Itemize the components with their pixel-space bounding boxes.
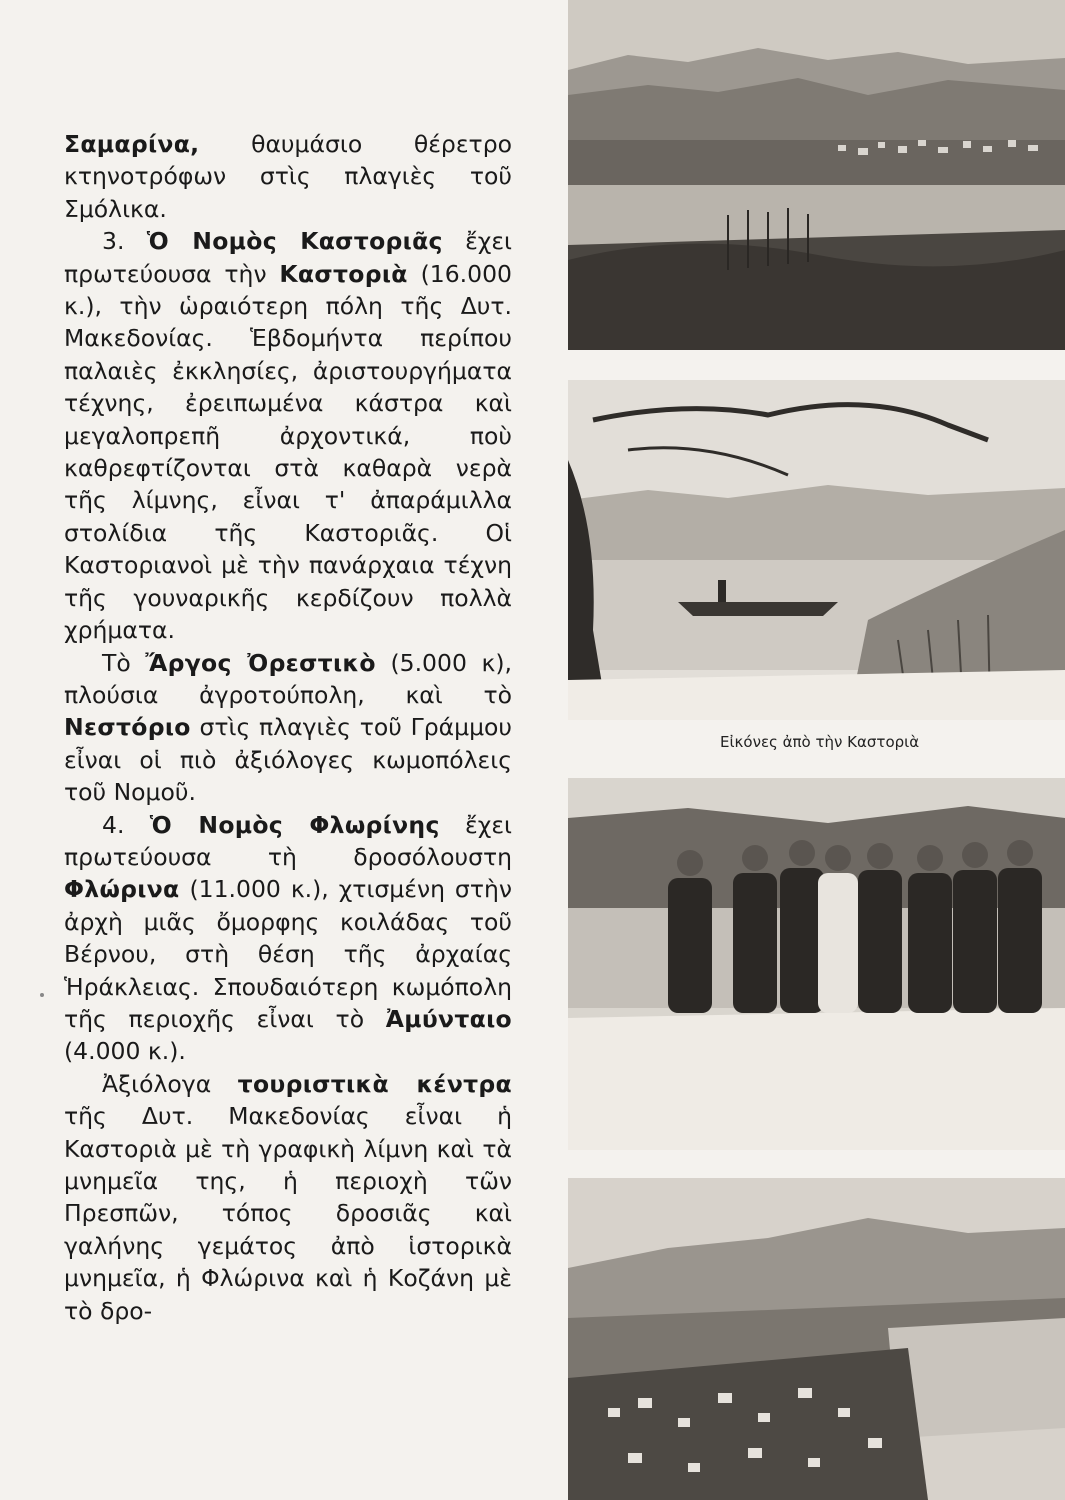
bold-term: Φλώρινα — [64, 875, 180, 904]
bold-term: Νεστόριο — [64, 713, 191, 742]
print-speck — [40, 993, 44, 997]
text-run: ἔχει πρωτεύουσα τὴν — [64, 227, 512, 288]
paragraph — [64, 128, 512, 225]
text-run: (5.000 κ), πλούσια ἀγροτούπολη, καὶ τὸ — [64, 648, 512, 709]
text-run: στὶς πλαγιὲς τοῦ Γράμμου εἶναι οἱ πιὸ ἀξιόλογες κωμοπόλεις τοῦ Νομοῦ. — [64, 713, 512, 807]
paragraph — [64, 225, 512, 646]
text-run: 3. — [102, 227, 147, 256]
bold-term: Ἄργος Ὀρεστικὸ — [145, 648, 376, 677]
bold-term: Ὁ Νομὸς Καστοριᾶς — [146, 227, 443, 256]
text-run: Τὸ — [102, 648, 146, 677]
paragraph — [64, 1068, 512, 1327]
photo-caption: Εἰκόνες ἀπὸ τὴν Καστοριὰ — [720, 733, 920, 751]
text-run: (4.000 κ.). — [64, 1037, 186, 1066]
bold-term: Καστοριὰ — [279, 259, 408, 288]
bold-term: Ἀμύνταιο — [385, 1004, 512, 1033]
paragraph — [64, 647, 512, 809]
text-run: 4. — [102, 810, 150, 839]
bold-term: Ὁ Νομὸς Φλωρίνης — [149, 810, 440, 839]
body-text-column — [64, 128, 512, 1327]
text-run: θαυμάσιο θέρετρο κτηνοτρόφων στὶς πλαγιὲς τοῦ Σμόλικα. — [64, 130, 512, 223]
text-run: ἔχει πρωτεύουσα τὴ δροσόλουστη — [64, 810, 512, 871]
text-run: τῆς Δυτ. Μακεδονίας εἶναι ἡ Καστοριὰ μὲ τὴ γραφικὴ λίμνη καὶ τὰ μνημεῖα της, ἡ περιοχὴ τῶν Πρεσπῶν, τόπος δροσιᾶς καὶ γαλήνης γεμάτος ἀπὸ ἱστορικὰ μνημεῖα, ἡ Φλώρινα καὶ ἡ Κοζάνη μὲ τὸ δρο- — [64, 1102, 512, 1325]
photo-kastoria-lake-town — [568, 0, 1065, 350]
photo-kastoria-aerial — [568, 1178, 1065, 1500]
bold-term: τουριστικὰ κέντρα — [237, 1069, 512, 1098]
photo-lake-boat-tree — [568, 380, 1065, 720]
text-run: Ἀξιόλογα — [102, 1069, 238, 1098]
photo-women-traditional-dress — [568, 778, 1065, 1150]
bold-term: Σαμαρίνα, — [64, 130, 200, 158]
text-run: (16.000 κ.), τὴν ὡραιότερη πόλη τῆς Δυτ. Μακεδονίας. Ἑβδομήντα περίπου παλαιὲς ἐκκλησίες, ἀριστουργήματα τέχνης, ἐρειπωμένα κάστρα καὶ μεγαλοπρεπῆ ἀρχοντικά, ποὺ καθρεφτίζονται στὰ καθαρὰ νερὰ τῆς λίμνης, εἶναι τ' ἀπαράμιλλα στολίδια τῆς Καστοριᾶς. Οἱ Καστοριανοὶ μὲ τὴν πανάρχαια τέχνη τῆς γουναρικῆς κερδίζουν πολλὰ χρήματα. — [64, 259, 512, 645]
paragraph — [64, 809, 512, 1068]
text-run: (11.000 κ.), χτισμένη στὴν ἀρχὴ μιᾶς ὄμορφης κοιλάδας τοῦ Βέρνου, στὴ θέση τῆς ἀρχαίας Ἡράκλειας. Σπουδαιότερη κωμόπολη τῆς περιοχῆς εἶναι τὸ — [64, 875, 512, 1033]
